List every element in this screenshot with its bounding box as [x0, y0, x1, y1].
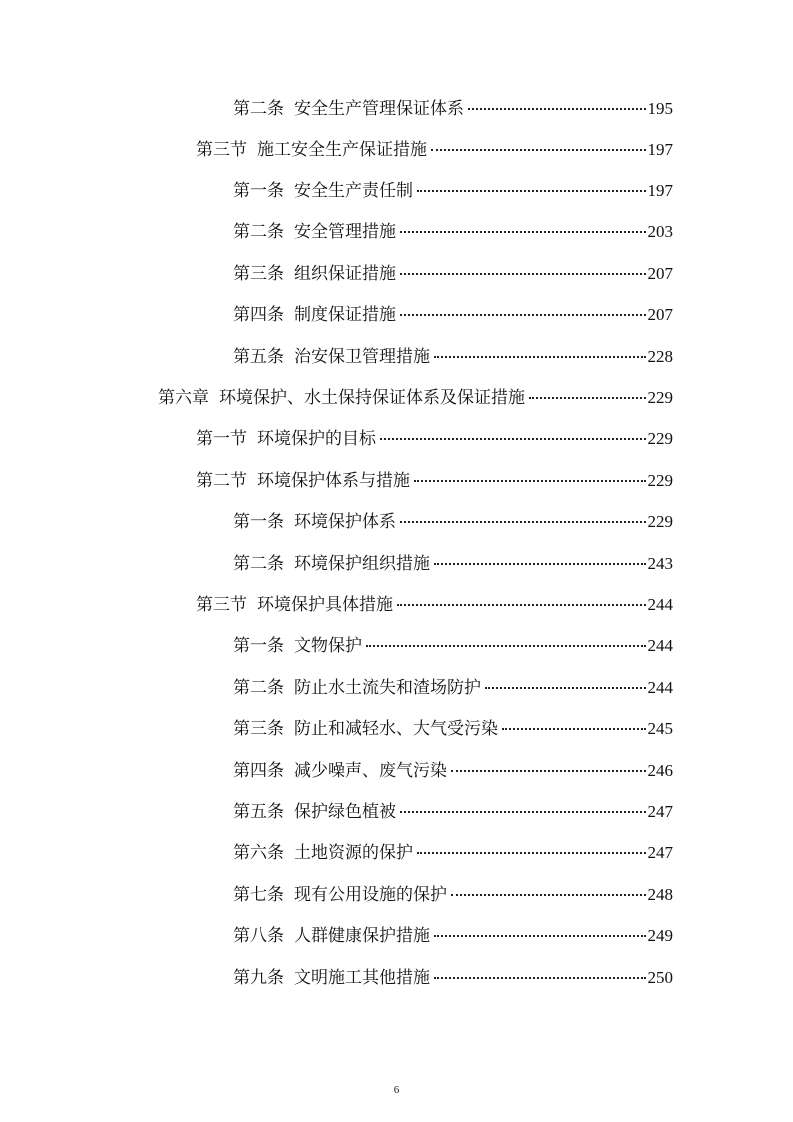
toc-entry[interactable]: [233, 96, 673, 122]
toc-entry[interactable]: [233, 219, 673, 245]
toc-entry-page: 203: [647, 222, 673, 241]
toc-dot-leader: [400, 810, 646, 813]
toc-entry-label: 第一条: [233, 512, 284, 532]
toc-entry-page: 207: [647, 305, 673, 324]
toc-dot-leader: [529, 396, 646, 399]
toc-entry-label: 第二条: [233, 554, 284, 574]
toc-entry[interactable]: [233, 716, 673, 742]
toc-dot-leader: [502, 727, 646, 730]
toc-entry-page: 229: [647, 471, 673, 490]
toc-entry-page: 244: [647, 636, 673, 655]
toc-entry-page: 197: [647, 140, 673, 159]
toc-entry-title: 人群健康保护措施: [294, 926, 430, 946]
toc-entry-title: 安全管理措施: [294, 222, 396, 242]
toc-entry[interactable]: [233, 633, 673, 659]
toc-dot-leader: [400, 230, 646, 233]
toc-entry-page: 243: [647, 554, 673, 573]
toc-entry-label: 第三条: [233, 719, 284, 739]
toc-dot-leader: [380, 437, 646, 440]
toc-entry-page: 247: [647, 802, 673, 821]
toc-entry[interactable]: [196, 468, 673, 494]
toc-entry-page: 246: [647, 761, 673, 780]
toc-entry-label: 第三节: [196, 595, 247, 615]
toc-entry-title: 文物保护: [294, 636, 362, 656]
toc-entry-label: 第八条: [233, 926, 284, 946]
toc-entry-title: 保护绿色植被: [294, 802, 396, 822]
toc-dot-leader: [400, 520, 646, 523]
toc-entry-title: 制度保证措施: [294, 305, 396, 325]
toc-entry-title: 安全生产管理保证体系: [294, 99, 464, 119]
toc-entry-title: 文明施工其他措施: [294, 968, 430, 988]
toc-entry-page: 229: [647, 388, 673, 407]
toc-entry-title: 土地资源的保护: [294, 843, 413, 863]
toc-entry-page: 207: [647, 264, 673, 283]
toc-entry-label: 第一条: [233, 181, 284, 201]
toc-entry-title: 环境保护、水土保持保证体系及保证措施: [219, 388, 525, 408]
toc-entry-label: 第一条: [233, 636, 284, 656]
toc-dot-leader: [485, 686, 646, 689]
toc-entry[interactable]: [233, 923, 673, 949]
toc-dot-leader: [366, 644, 646, 647]
toc-entry-label: 第七条: [233, 885, 284, 905]
toc-entry-label: 第六条: [233, 843, 284, 863]
toc-entry[interactable]: [233, 509, 673, 535]
toc-entry[interactable]: [233, 178, 673, 204]
toc-entry-title: 组织保证措施: [294, 264, 396, 284]
toc-entry-page: 248: [647, 885, 673, 904]
toc-entry[interactable]: [233, 965, 673, 991]
toc-dot-leader: [400, 272, 646, 275]
toc-dot-leader: [434, 934, 646, 937]
toc-dot-leader: [451, 769, 646, 772]
toc-entry-label: 第三条: [233, 264, 284, 284]
toc-entry-page: 229: [647, 429, 673, 448]
toc-entry-page: 244: [647, 595, 673, 614]
toc-entry[interactable]: [233, 799, 673, 825]
toc-dot-leader: [417, 189, 646, 192]
toc-entry[interactable]: [233, 551, 673, 577]
toc-dot-leader: [400, 313, 646, 316]
toc-entry-page: 244: [647, 678, 673, 697]
toc-entry-label: 第二节: [196, 471, 247, 491]
page-number: 6: [393, 1084, 400, 1096]
toc-dot-leader: [468, 107, 646, 110]
toc-entry-page: 229: [647, 512, 673, 531]
toc-dot-leader: [431, 148, 646, 151]
toc-entry-label: 第五条: [233, 347, 284, 367]
toc-entry-label: 第二条: [233, 678, 284, 698]
toc-entry[interactable]: [196, 137, 673, 163]
toc-entry[interactable]: [233, 882, 673, 908]
toc-entry-title: 减少噪声、废气污染: [294, 761, 447, 781]
toc-entry-title: 环境保护体系: [294, 512, 396, 532]
toc-dot-leader: [434, 562, 646, 565]
toc-entry[interactable]: [196, 592, 673, 618]
toc-entry-page: 247: [647, 843, 673, 862]
toc-dot-leader: [434, 976, 646, 979]
toc-entry-label: 第九条: [233, 968, 284, 988]
toc-entry-title: 治安保卫管理措施: [294, 347, 430, 367]
toc-entry-label: 第六章: [158, 388, 209, 408]
toc-entry-title: 环境保护的目标: [257, 429, 376, 449]
toc-entry-label: 第二条: [233, 222, 284, 242]
toc-entry-title: 安全生产责任制: [294, 181, 413, 201]
toc-entry-title: 施工安全生产保证措施: [257, 140, 427, 160]
toc-dot-leader: [417, 851, 646, 854]
toc-entry[interactable]: [233, 344, 673, 370]
toc-entry-title: 防止水土流失和渣场防护: [294, 678, 481, 698]
toc-entry-title: 环境保护组织措施: [294, 554, 430, 574]
toc-entry-label: 第四条: [233, 305, 284, 325]
toc-entry-page: 250: [647, 968, 673, 987]
toc-entry-page: 197: [647, 181, 673, 200]
toc-dot-leader: [397, 603, 646, 606]
toc-entry-label: 第一节: [196, 429, 247, 449]
toc-entry-page: 195: [647, 99, 673, 118]
toc-entry-page: 228: [647, 347, 673, 366]
toc-entry[interactable]: [233, 758, 673, 784]
toc-entry[interactable]: [233, 261, 673, 287]
toc-entry-label: 第五条: [233, 802, 284, 822]
toc-dot-leader: [451, 893, 646, 896]
toc-entry-title: 环境保护具体措施: [257, 595, 393, 615]
toc-entry[interactable]: [196, 426, 673, 452]
toc-entry[interactable]: [233, 302, 673, 328]
toc-entry-label: 第二条: [233, 99, 284, 119]
toc-entry[interactable]: [233, 840, 673, 866]
toc-entry-label: 第四条: [233, 761, 284, 781]
toc-entry-title: 现有公用设施的保护: [294, 885, 447, 905]
toc-entry-title: 防止和减轻水、大气受污染: [294, 719, 498, 739]
toc-entry-page: 249: [647, 926, 673, 945]
toc-entry-label: 第三节: [196, 140, 247, 160]
toc-entry[interactable]: [233, 675, 673, 701]
toc-dot-leader: [414, 479, 646, 482]
toc-entry-page: 245: [647, 719, 673, 738]
toc-dot-leader: [434, 355, 646, 358]
toc-entry-title: 环境保护体系与措施: [257, 471, 410, 491]
toc-entry[interactable]: [158, 385, 673, 411]
